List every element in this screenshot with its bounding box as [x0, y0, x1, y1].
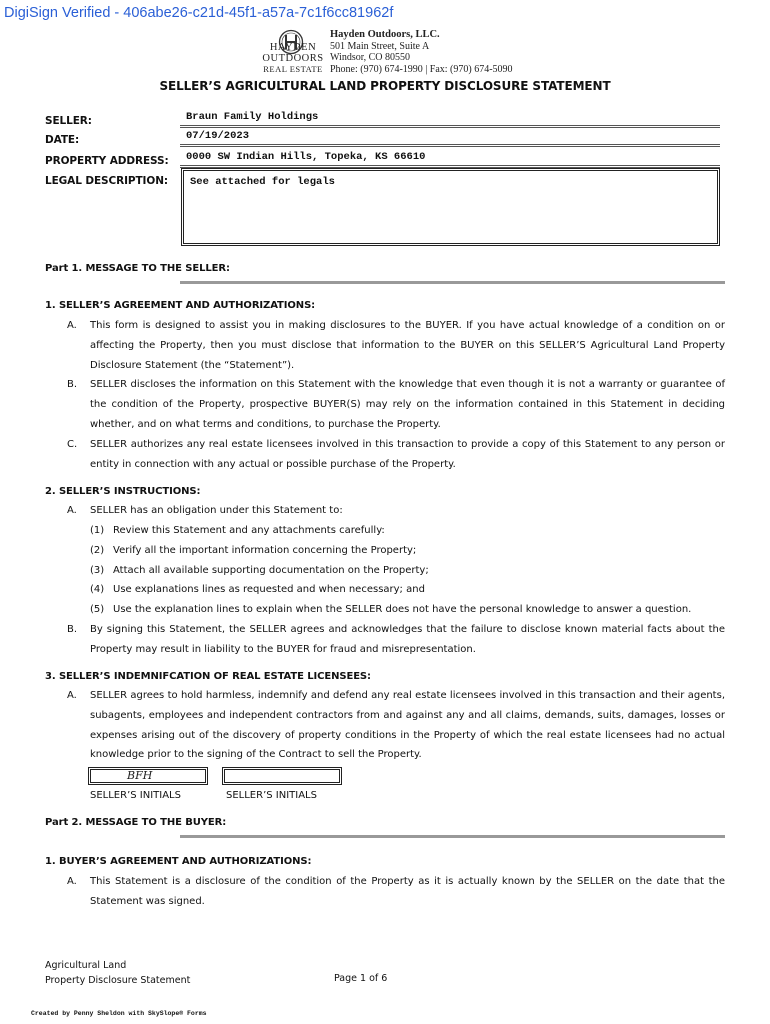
list-text: Use explanations lines as requested and when necessary; and [113, 584, 425, 595]
list-item [90, 561, 429, 581]
list-item [90, 521, 385, 541]
property-address-label: PROPERTY ADDRESS: [45, 155, 169, 167]
company-phone: Phone: (970) 674-1990 | Fax: (970) 674-5090 [330, 63, 513, 75]
company-name: Hayden Outdoors, LLC. [330, 29, 440, 40]
text-1b: SELLER discloses the information on this Statement with the knowledge that even though it is not a warranty or guarantee of the condition of the Property, prospective BUYER(S) may rely on the information contained in this Statement in deciding whether, and on what terms and conditions, to purchase the Property. [90, 379, 725, 430]
buyer-section1-heading: 1. BUYER’S AGREEMENT AND AUTHORIZATIONS: [45, 856, 312, 867]
list-item [90, 580, 425, 600]
text-2b: By signing this Statement, the SELLER agrees and acknowledges that the failure to disclose known material facts about the Property may result in liability to the BUYER for fraud and misrepresentation. [90, 624, 725, 655]
list-marker: (5) [90, 604, 105, 615]
marker-2b: B. [67, 624, 78, 635]
footer-form-name [45, 958, 190, 988]
date-field[interactable] [180, 130, 720, 147]
seller-label: SELLER: [45, 115, 92, 127]
part1-divider [180, 281, 725, 284]
part2-divider [180, 835, 725, 838]
property-address-field[interactable] [180, 151, 720, 168]
section3-heading: 3. SELLER’S INDEMNIFCATION OF REAL ESTATE LICENSEES: [45, 671, 371, 682]
list-item [90, 600, 691, 620]
list-marker: (1) [90, 525, 105, 536]
property-address-value: 0000 SW Indian Hills, Topeka, KS 66610 [186, 151, 426, 163]
section2-heading: 2. SELLER’S INSTRUCTIONS: [45, 486, 201, 497]
list-item [90, 541, 416, 561]
section1-heading: 1. SELLER’S AGREEMENT AND AUTHORIZATIONS: [45, 300, 316, 311]
list-text: Review this Statement and any attachments carefully: [113, 525, 385, 536]
list-text: Use the explanation lines to explain when the SELLER does not have the personal knowledge to answer a question. [113, 604, 692, 615]
document-title: SELLER’S AGRICULTURAL LAND PROPERTY DISCLOSURE STATEMENT [159, 79, 611, 93]
part2-heading: Part 2. MESSAGE TO THE BUYER: [45, 817, 227, 828]
seller-initials-box-2[interactable] [222, 767, 342, 785]
legal-description-label: LEGAL DESCRIPTION: [45, 175, 168, 187]
paragraph-buyer-1a [67, 872, 725, 912]
logo-line-2: OUTDOORS [262, 52, 324, 64]
legal-description-field[interactable] [181, 168, 720, 246]
paragraph-2b [67, 620, 725, 660]
created-by: Created by Penny Sheldon with SkySlope® Forms [31, 1010, 207, 1017]
text-3a: SELLER agrees to hold harmless, indemnify and defend any real estate licensees involved in this transaction and their agents, subagents, employees and independent contractors from and against any and all claims, demands, suits, damages, losses or expenses arising out of the discovery of property conditions in the Property of which the real estate licensees had no actual knowledge prior to the signing of the Contract to sell the Property. [90, 690, 725, 761]
footer-line-2: Property Disclosure Statement [45, 975, 191, 986]
seller-value: Braun Family Holdings [186, 111, 319, 123]
seller-field[interactable] [180, 111, 720, 128]
date-value: 07/19/2023 [186, 130, 250, 142]
legal-description-value: See attached for legals [190, 176, 335, 188]
paragraph-1a [67, 316, 725, 375]
page-number: Page 1 of 6 [334, 973, 388, 984]
digisign-watermark: DigiSign Verified - 406abe26-c21d-45f1-a57a-7c1f6cc81962f [4, 5, 394, 21]
list-text: Verify all the important information concerning the Property; [113, 545, 417, 556]
date-label: DATE: [45, 134, 80, 146]
marker-buyer-1a: A. [67, 876, 77, 887]
text-2a: SELLER has an obligation under this Statement to: [90, 505, 343, 516]
company-address-2: Windsor, CO 80550 [330, 52, 411, 63]
company-info [330, 29, 513, 75]
paragraph-3a [67, 686, 725, 765]
marker-1c: C. [67, 439, 78, 450]
text-buyer-1a: This Statement is a disclosure of the condition of the Property as it is actually known by the SELLER on the date that the Statement was signed. [90, 876, 725, 907]
logo-line-1: HAYDEN [269, 42, 317, 53]
seller-initials-label-1: SELLER’S INITIALS [90, 790, 181, 801]
part1-heading: Part 1. MESSAGE TO THE SELLER: [45, 263, 230, 274]
company-address-1: 501 Main Street, Suite A [330, 40, 430, 52]
seller-initials-box-1[interactable] [88, 767, 208, 785]
logo-line-3: REAL ESTATE [263, 64, 323, 74]
marker-2a: A. [67, 505, 77, 516]
text-1a: This form is designed to assist you in making disclosures to the BUYER. If you have actual knowledge of a condition on or affecting the Property, then you must disclose that information to the BUYER on this SELLER’S Agricultural Land Property Disclosure Statement (the “Statement”). [90, 320, 725, 371]
paragraph-2a [67, 501, 725, 521]
paragraph-1c [67, 435, 725, 475]
list-marker: (4) [90, 584, 105, 595]
marker-3a: A. [67, 690, 77, 701]
footer-line-1: Agricultural Land [45, 960, 127, 971]
text-1c: SELLER authorizes any real estate licensees involved in this transaction to provide a copy of this Statement to any person or entity in connection with any actual or possible purchase of the Property. [90, 439, 725, 470]
list-marker: (2) [90, 545, 105, 556]
logo-text [262, 43, 324, 75]
marker-1b: B. [67, 379, 78, 390]
marker-1a: A. [67, 320, 77, 331]
list-marker: (3) [90, 565, 105, 576]
list-text: Attach all available supporting documentation on the Property; [113, 565, 429, 576]
paragraph-1b [67, 375, 725, 434]
seller-initials-value-1: BFH [127, 769, 153, 782]
seller-initials-label-2: SELLER’S INITIALS [226, 790, 317, 801]
